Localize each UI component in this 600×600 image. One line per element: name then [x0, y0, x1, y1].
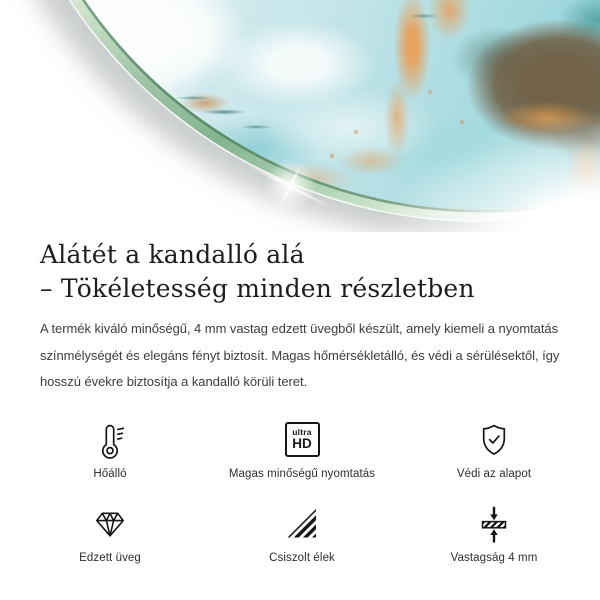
ultra-hd-icon-text-bottom: HD — [292, 435, 312, 451]
hero-white-fade — [0, 0, 600, 232]
polished-edges-icon — [282, 504, 322, 544]
thickness-icon — [474, 504, 514, 544]
shield-check-icon — [474, 420, 514, 460]
feature-tempered-glass — [14, 504, 206, 564]
feature-label: Csiszolt élek — [269, 551, 335, 564]
features-grid — [14, 420, 560, 564]
feature-protects-base — [398, 420, 590, 480]
feature-label: Hőálló — [93, 467, 127, 480]
title-line-1: Alátét a kandalló alá — [40, 240, 305, 269]
ultra-hd-icon — [285, 422, 320, 457]
content-section — [0, 238, 600, 564]
feature-label: Vastagság 4 mm — [450, 551, 538, 564]
feature-label: Edzett üveg — [79, 551, 141, 564]
feature-polished-edges — [206, 504, 398, 564]
page-title — [40, 238, 560, 306]
feature-heat-resistant — [14, 420, 206, 480]
title-line-2: – Tökéletesség minden részletben — [40, 274, 475, 303]
thermometer-icon — [90, 420, 130, 460]
hero-section — [0, 0, 600, 232]
feature-label: Védi az alapot — [456, 467, 532, 480]
feature-thickness-4mm — [398, 504, 590, 564]
diamond-icon — [90, 504, 130, 544]
ultra-hd-icon-text-top: ultra — [292, 427, 312, 438]
feature-label: Magas minőségű nyomtatás — [228, 467, 376, 480]
feature-high-quality-print — [206, 420, 398, 480]
product-description: A termék kiváló minőségű, 4 mm vastag edzett üvegből készült, amely kiemeli a nyomtatás színmélységét és elegáns fényt biztosít. Magas hőmérsékletálló, és védi a sérülésektől, így hosszú évekre biztosítja a kandalló körüli teret. — [40, 321, 560, 389]
